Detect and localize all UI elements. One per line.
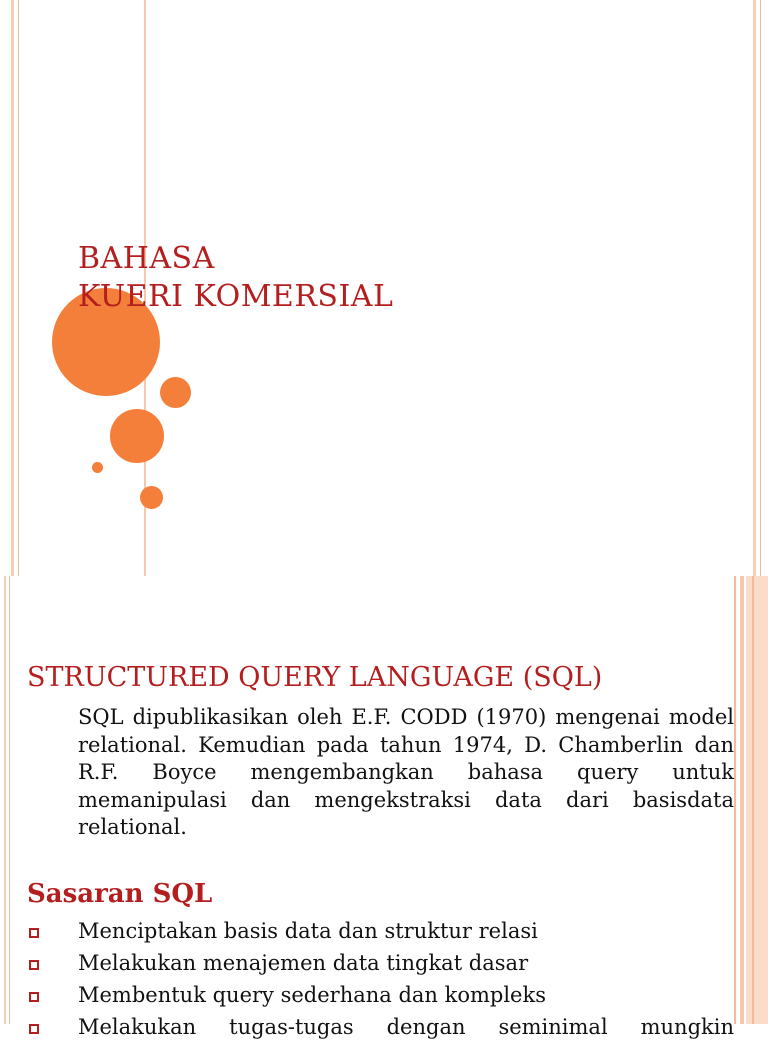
section-heading: STRUCTURED QUERY LANGUAGE (SQL) [27, 662, 603, 693]
list-item-text: Membentuk query sederhana dan kompleks [78, 983, 546, 1007]
decorative-stripe [760, 0, 761, 576]
square-outline-bullet-icon [29, 1024, 39, 1034]
list-item [0, 948, 734, 980]
square-outline-bullet-icon [29, 928, 39, 938]
decorative-stripe [746, 576, 768, 1024]
decorative-stripe [11, 0, 14, 576]
list-item-text: Menciptakan basis data dan struktur relasi [78, 919, 538, 943]
content-slide [0, 576, 768, 1039]
decorative-stripe [752, 576, 754, 1024]
decorative-stripe [18, 0, 19, 576]
decorative-stripe [740, 576, 744, 1024]
slide-title-line-2: KUERI KOMERSIAL [78, 279, 394, 314]
sasaran-heading: Sasaran SQL [27, 879, 213, 909]
decorative-stripe [734, 576, 736, 1024]
decorative-circle-small [140, 486, 163, 509]
square-outline-bullet-icon [29, 992, 39, 1002]
slide-title [78, 240, 393, 316]
list-item-text: Melakukan menajemen data tingkat dasar [78, 951, 529, 975]
intro-paragraph: SQL dipublikasikan oleh E.F. CODD (1970) mengenai model relational. Kemudian pada tahun 1974, D. Chamberlin dan R.F. Boyce mengembangkan bahasa query untuk memanipulasi dan mengekstraksi data dari basisdata relational. [78, 705, 734, 839]
goals-list [0, 916, 734, 1044]
decorative-circle-small [160, 377, 191, 408]
decorative-circle-dot [92, 462, 103, 473]
square-outline-bullet-icon [29, 960, 39, 970]
slide-title-line-1: BAHASA [78, 241, 215, 276]
decorative-circle-medium [110, 409, 164, 463]
list-item [0, 1012, 734, 1044]
list-item-text: Melakukan tugas-tugas dengan seminimal mungkin [78, 1015, 734, 1039]
decorative-stripe [753, 0, 756, 576]
list-item [0, 916, 734, 948]
list-item [0, 980, 734, 1012]
